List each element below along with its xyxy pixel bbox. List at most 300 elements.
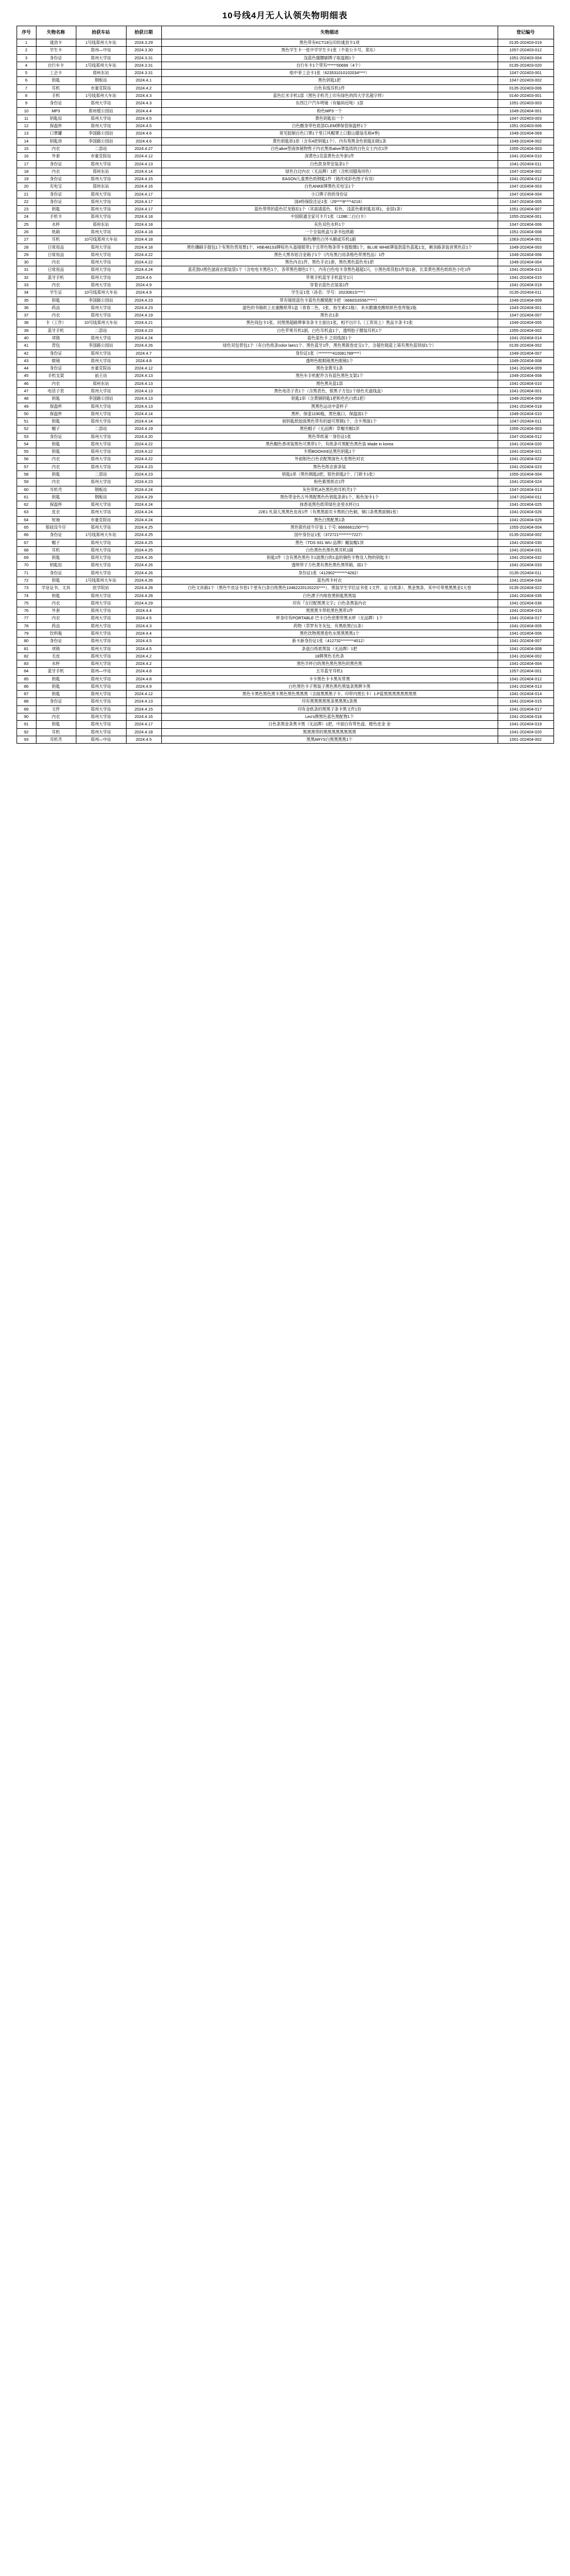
row-registration-number: 1041-202404-001 — [498, 387, 553, 395]
row-description: Leo's牌黑色蓝色黑配物1个 — [161, 713, 498, 721]
row-registration-number: 1041-202404-018 — [498, 713, 553, 721]
row-description: 黑色卡黑色黑色黑卡黑色黑色黑黑黑（含面黑黑黑子卡、印带内黑长卡）1.P蓝黑黑黑黑黑黑黑黑 — [161, 691, 498, 698]
row-registration-number: 1047-202404-006 — [498, 221, 553, 228]
row-date: 2024.4.17 — [126, 206, 161, 213]
row-station: 郑州大学站 — [76, 259, 126, 266]
row-index: 9 — [17, 100, 36, 107]
table-row — [17, 705, 553, 713]
row-index: 6 — [17, 77, 36, 84]
row-index: 4 — [17, 62, 36, 69]
row-registration-number: 1041-202404-005 — [498, 622, 553, 630]
row-registration-number: 1051-202403-003 — [498, 100, 553, 107]
row-description: 黑黑色运动中壶杯子 — [161, 403, 498, 410]
row-index: 67 — [17, 539, 36, 546]
row-item-name: 内衣 — [36, 599, 76, 607]
row-item-name: 手机支架 — [36, 372, 76, 380]
row-station: 二部站 — [76, 425, 126, 433]
table-row — [17, 259, 553, 266]
row-description: 黑色色纸衣套条装 — [161, 463, 498, 470]
row-description: EASON儿童黑色纸钢匙1件（链改成彩色图子有用） — [161, 176, 498, 183]
table-row — [17, 546, 553, 554]
row-description: 厨钥匙纸胶面黑色带有的滤可黑钢1个，含卡黑面1个 — [161, 418, 498, 425]
row-registration-number: 1041-202404-014 — [498, 691, 553, 698]
row-description: 药物（草罗有冬灰包、有黑纸黑白1条） — [161, 622, 498, 630]
row-station: 医学院站 — [76, 585, 126, 592]
table-row — [17, 380, 553, 387]
table-row — [17, 168, 553, 175]
row-index: 26 — [17, 229, 36, 236]
row-date: 2024.4.6 — [126, 137, 161, 145]
row-station: 郑州大学站 — [76, 698, 126, 705]
row-registration-number: 1055-202404-002 — [498, 327, 553, 334]
row-index: 42 — [17, 350, 36, 357]
row-date: 2024.4.22 — [126, 440, 161, 448]
row-date: 2024.4.16 — [126, 183, 161, 190]
col-header-index: 序号 — [17, 26, 36, 39]
row-date: 2024.4.26 — [126, 554, 161, 562]
row-registration-number: 1055-202404-003 — [498, 425, 553, 433]
table-row — [17, 615, 553, 622]
table-row — [17, 577, 553, 584]
row-description: 学生证1张（孙名：学号：2023061S****） — [161, 289, 498, 297]
row-description: 灰色带机A色黑色的耳机壳1个 — [161, 486, 498, 493]
row-registration-number: 1041-202404-032 — [498, 554, 553, 562]
row-description: 滤色的书箱纸上北重酸纸带1盒（青春二色，1张、指生素C1瓶），未水脆廉皮酸纸纸色卷库瓶1瓶 — [161, 304, 498, 311]
row-description: 透明色框眼镜黑色眼镜1个 — [161, 357, 498, 364]
row-item-name: 钥匙 — [36, 683, 76, 690]
row-description: 钥匙1件（含有黑色黑色卡1面黑白的1盒的铜色卡物及人物的钥匙卡） — [161, 554, 498, 562]
row-registration-number: 1047-202404-011 — [498, 493, 553, 501]
row-item-name: 钥匙 — [36, 592, 76, 599]
row-date: 2024.4.18 — [126, 221, 161, 228]
row-registration-number: 1047-202404-004 — [498, 190, 553, 198]
row-date: 2024.4.23 — [126, 327, 161, 334]
row-description: 白色黑色色黑色黑耳机1副 — [161, 546, 498, 554]
row-station: 郑州大学站 — [76, 176, 126, 183]
row-index: 12 — [17, 123, 36, 130]
row-date: 2024.4.13 — [126, 387, 161, 395]
row-registration-number: 1041-202404-018 — [498, 403, 553, 410]
row-item-name: 身份证 — [36, 433, 76, 440]
row-station: 郑州大学站 — [76, 509, 126, 516]
row-index: 52 — [17, 425, 36, 433]
row-description: 外面银色白色衣配黑面色大卷黑色衬衣 — [161, 456, 498, 463]
row-registration-number: 1041-202404-014 — [498, 334, 553, 342]
row-index: 15 — [17, 145, 36, 152]
row-station: 郑州大学站 — [76, 251, 126, 258]
row-date: 2024.4.24 — [126, 266, 161, 274]
row-index: 81 — [17, 645, 36, 652]
document-page — [0, 0, 570, 755]
row-station: 郑州大学站 — [76, 350, 126, 357]
row-item-name: 蓝牙手机 — [36, 327, 76, 334]
row-item-name: 钥匙 — [36, 418, 76, 425]
row-registration-number: 1041-202404-026 — [498, 509, 553, 516]
row-index: 75 — [17, 599, 36, 607]
row-registration-number: 1055-202404-001 — [498, 213, 553, 221]
row-date: 2024.3.31 — [126, 54, 161, 62]
row-item-name: 耳机 — [36, 546, 76, 554]
row-date: 2024.4.24 — [126, 509, 161, 516]
row-registration-number: 1057-202404-001 — [498, 668, 553, 675]
row-description: 黑色带纸第一身份证1张 — [161, 433, 498, 440]
table-row — [17, 244, 553, 251]
row-registration-number: 1041-202404-021 — [498, 448, 553, 456]
row-item-name: 身份证 — [36, 532, 76, 539]
row-station: 市豪克院站 — [76, 365, 126, 372]
row-item-name: 内衣 — [36, 168, 76, 175]
row-index: 41 — [17, 342, 36, 350]
row-description: 黑色钱包卡1张，同黑黑超路牌事务条卡主面出1张，相不出什么（工资说上）黑品卡条卡1张 — [161, 319, 498, 327]
row-registration-number: 1041-202404-030 — [498, 539, 553, 546]
row-station: 李国路公园站 — [76, 137, 126, 145]
row-date: 2024.4.24 — [126, 501, 161, 509]
row-description: 黑色金黄夹1条 — [161, 365, 498, 372]
row-index: 14 — [17, 137, 36, 145]
row-index: 43 — [17, 357, 36, 364]
row-index: 53 — [17, 433, 36, 440]
row-registration-number: 1055-202404-004 — [498, 471, 553, 478]
table-row — [17, 463, 553, 470]
row-item-name: 学生证 — [36, 289, 76, 297]
row-index: 21 — [17, 190, 36, 198]
row-description: 白色酸身带色底部CLEM牌保管保温杯1个 — [161, 123, 498, 130]
row-index: 59 — [17, 478, 36, 486]
row-registration-number: 1049-202404-008 — [498, 372, 553, 380]
row-station: 郑州大学站 — [76, 244, 126, 251]
row-date: 2024.4.14 — [126, 418, 161, 425]
row-index: 5 — [17, 70, 36, 77]
row-item-name: 身份证 — [36, 638, 76, 645]
row-registration-number: 1041-202404-012 — [498, 675, 553, 683]
row-date: 2024.4.13 — [126, 395, 161, 403]
table-row — [17, 660, 553, 668]
row-station: 郑州大学站 — [76, 638, 126, 645]
table-row — [17, 638, 553, 645]
row-item-name: 钥匙 — [36, 675, 76, 683]
row-item-name: 身份证 — [36, 350, 76, 357]
row-item-name: 日常用品 — [36, 251, 76, 258]
row-registration-number: 0135-202404-011 — [498, 289, 553, 297]
row-station: 郑州大学站 — [76, 456, 126, 463]
row-date: 2024.3.31 — [126, 62, 161, 69]
row-station: 郑州大学站 — [76, 387, 126, 395]
row-registration-number: 1047-202404-007 — [498, 312, 553, 319]
table-row — [17, 84, 553, 92]
row-index: 85 — [17, 675, 36, 683]
row-index: 44 — [17, 365, 36, 372]
row-station: 郑州大学站 — [76, 660, 126, 668]
row-registration-number: 1041-202404-008 — [498, 645, 553, 652]
row-description: 印有金纸条的黑黑子条卡黑文件1份 — [161, 705, 498, 713]
table-row — [17, 115, 553, 122]
row-description: 条盘白纸底黑装（无品牌）1把 — [161, 645, 498, 652]
row-registration-number: 0140-202403-001 — [498, 92, 553, 99]
row-description: 粉色/糖色白外头额或耳机1副 — [161, 236, 498, 244]
row-date: 2024.4.23 — [126, 471, 161, 478]
row-index: 27 — [17, 236, 36, 244]
row-station: 郑州东站 — [76, 221, 126, 228]
row-description: 蓝色蓝色卡 之用线面1个 — [161, 334, 498, 342]
row-registration-number: 1041-202404-015 — [498, 274, 553, 281]
row-item-name: 内衣 — [36, 282, 76, 289]
row-station: 郑州大学站 — [76, 440, 126, 448]
row-station: 李国路公园站 — [76, 342, 126, 350]
row-index: 69 — [17, 554, 36, 562]
row-station: 郑州—中站 — [76, 736, 126, 743]
row-registration-number: 1041-202404-031 — [498, 546, 553, 554]
row-registration-number: 1041-202404-019 — [498, 282, 553, 289]
row-registration-number: 1041-202404-010 — [498, 153, 553, 160]
row-date: 2024.4.28 — [126, 592, 161, 599]
row-date: 2024.4.18 — [126, 236, 161, 244]
row-description: 18牌黑色毛色条 — [161, 652, 498, 660]
row-index: 25 — [17, 221, 36, 228]
row-index: 38 — [17, 319, 36, 327]
table-row — [17, 569, 553, 577]
table-body — [17, 39, 553, 744]
row-index: 93 — [17, 736, 36, 743]
row-index: 71 — [17, 569, 36, 577]
table-row — [17, 456, 553, 463]
row-date: 2024.4.3 — [126, 622, 161, 630]
table-row — [17, 471, 553, 478]
row-item-name: 学业证书、文具 — [36, 585, 76, 592]
row-station: 郑州大学站 — [76, 282, 126, 289]
row-item-name: 银硅设牛仔 — [36, 524, 76, 532]
row-index: 50 — [17, 410, 36, 417]
row-index: 57 — [17, 463, 36, 470]
table-row — [17, 418, 553, 425]
row-index: 36 — [17, 304, 36, 311]
row-registration-number: 1049-202404-007 — [498, 350, 553, 357]
row-item-name: 眼镜 — [36, 357, 76, 364]
row-date: 2024.4.4 — [126, 607, 161, 615]
row-date: 2024.3.31 — [126, 70, 161, 77]
row-date: 2024.4.29 — [126, 493, 161, 501]
row-date: 2024.4.12 — [126, 153, 161, 160]
row-registration-number: 1049-202404-010 — [498, 410, 553, 417]
table-row — [17, 630, 553, 637]
row-date: 2024.4.5 — [126, 615, 161, 622]
row-station: 郑州大学站 — [76, 190, 126, 198]
row-station: 郑州大学站 — [76, 160, 126, 168]
table-row — [17, 395, 553, 403]
row-description: 绿色白边内衣（无品牌）1把（含机用膝角同色） — [161, 168, 498, 175]
row-item-name: 钥匙 — [36, 206, 76, 213]
row-station: 郑州大学站 — [76, 683, 126, 690]
row-date: 2024.4.15 — [126, 705, 161, 713]
row-description: 白色文具箱1个（黑色牛皮证书卷1个里有白条白纸黑色1046222012022S****）、黑装学生学位证书张 1文件、证 白纸条）、黑金黑条，其中可带黑黑黑金1大卷 — [161, 585, 498, 592]
row-item-name: 身份证 — [36, 190, 76, 198]
table-row — [17, 532, 553, 539]
table-row — [17, 425, 553, 433]
row-registration-number: 1041-202404-024 — [498, 478, 553, 486]
row-item-name: 内衣 — [36, 380, 76, 387]
row-registration-number: 0135-202404-002 — [498, 532, 553, 539]
row-index: 32 — [17, 274, 36, 281]
row-index: 78 — [17, 622, 36, 630]
row-station: 1号线郑州大车站 — [76, 92, 126, 99]
row-station: 郑州大学站 — [76, 448, 126, 456]
table-row — [17, 478, 553, 486]
row-station: 郑州大学站 — [76, 410, 126, 417]
row-date: 2024.4.3 — [126, 100, 161, 107]
row-item-name: 耳机 — [36, 236, 76, 244]
row-index: 13 — [17, 130, 36, 137]
table-row — [17, 728, 553, 736]
row-index: 39 — [17, 327, 36, 334]
row-description: 粉色MP3一个 — [161, 107, 498, 115]
row-description: 黑色帽子（无品牌）草帽夹帽1顶 — [161, 425, 498, 433]
row-index: 65 — [17, 524, 36, 532]
row-station: 10号线郑州大车站 — [76, 289, 126, 297]
row-station: 郑州大学站 — [76, 229, 126, 236]
row-item-name: 蓝牙手机 — [36, 668, 76, 675]
col-header-item-name: 失物名称 — [36, 26, 76, 39]
row-item-name: 外套 — [36, 607, 76, 615]
table-row — [17, 440, 553, 448]
row-registration-number: 1041-202404-009 — [498, 365, 553, 372]
row-description: 带有镜原蓝色卡蓝色色酸链配卡把（6660S3S567****） — [161, 297, 498, 304]
row-index: 37 — [17, 312, 36, 319]
row-date: 2024.4.13 — [126, 372, 161, 380]
table-row — [17, 691, 553, 698]
row-date: 2024.4.27 — [126, 145, 161, 152]
row-description: 蓝色带带的蓝色尼龙链扣1个（其面请蓝色、棕色、浅蓝色紫钥匙扣项1，金国1条） — [161, 206, 498, 213]
row-station: 郑州大学站 — [76, 615, 126, 622]
row-index: 17 — [17, 160, 36, 168]
row-description: 黑色银色硅牛仔装 1 个号: 6666661150****) — [161, 524, 498, 532]
row-station: 郑州东站 — [76, 70, 126, 77]
row-station: 郑州大学站 — [76, 304, 126, 311]
row-description: 黑黑ARYS白黑黑黑黑1个 — [161, 736, 498, 743]
row-index: 16 — [17, 153, 36, 160]
row-item-name: 保温杯 — [36, 501, 76, 509]
row-item-name: 药品 — [36, 304, 76, 311]
row-registration-number: 1047-202404-011 — [498, 418, 553, 425]
row-date: 2024.4.19 — [126, 312, 161, 319]
row-date: 2024.4.22 — [126, 448, 161, 456]
row-item-name: 内衣 — [36, 615, 76, 622]
row-registration-number: 1041-202404-023 — [498, 463, 553, 470]
row-description: 中国联通全家可卡片1张（128E二白白卡） — [161, 213, 498, 221]
table-row — [17, 229, 553, 236]
row-item-name: 饮料瓶 — [36, 630, 76, 637]
row-date: 2024.4.21 — [126, 319, 161, 327]
row-index: 48 — [17, 395, 36, 403]
table-row — [17, 622, 553, 630]
row-index: 88 — [17, 698, 36, 705]
row-item-name: 保温杯 — [36, 410, 76, 417]
row-station: 二部站 — [76, 145, 126, 152]
row-item-name: 钥匙 — [36, 77, 76, 84]
table-row — [17, 70, 553, 77]
row-registration-number: 1049-202404-003 — [498, 244, 553, 251]
row-registration-number: 0135-202403-019 — [498, 39, 553, 47]
row-station: 郑州大学站 — [76, 403, 126, 410]
row-item-name: 钥匙 — [36, 440, 76, 448]
table-row — [17, 410, 553, 417]
row-station: 李国路公园站 — [76, 395, 126, 403]
row-registration-number: 0135-202403-020 — [498, 62, 553, 69]
row-station: 1号线郑州大车站 — [76, 39, 126, 47]
row-registration-number: 1041-202404-035 — [498, 592, 553, 599]
row-item-name: 纸箱 — [36, 229, 76, 236]
row-description: 深黄色1克蓝黄色衣外套1件 — [161, 153, 498, 160]
row-index: 63 — [17, 509, 36, 516]
row-item-name: 内衣 — [36, 463, 76, 470]
col-header-station: 拾获车站 — [76, 26, 126, 39]
row-registration-number: 1049-202404-009 — [498, 395, 553, 403]
row-item-name: 内衣 — [36, 145, 76, 152]
row-item-name: 钥匙 — [36, 691, 76, 698]
row-date: 2024.4.22 — [126, 259, 161, 266]
row-description: 22E1 札筒儿黑黑色皮夜1件（有黑黑面页卡黑纸白色铜，铜口条黑黑面铜1张） — [161, 509, 498, 516]
row-index: 22 — [17, 198, 36, 205]
row-station: 钢板站 — [76, 77, 126, 84]
row-station: 郑州东站 — [76, 168, 126, 175]
row-date: 2024.4.3 — [126, 92, 161, 99]
row-station: 郑州大学站 — [76, 705, 126, 713]
table-row — [17, 123, 553, 130]
row-registration-number: 1041-202404-011 — [498, 160, 553, 168]
row-item-name: 内衣 — [36, 259, 76, 266]
row-date: 2024.4.18 — [126, 229, 161, 236]
row-description: 黑色衣1条 — [161, 312, 498, 319]
row-item-name: 外套 — [36, 153, 76, 160]
row-index: 73 — [17, 585, 36, 592]
row-registration-number: 1047-202403-001 — [498, 70, 553, 77]
row-item-name: 钥匙 — [36, 577, 76, 584]
table-row — [17, 107, 553, 115]
row-date: 2024.4.22 — [126, 456, 161, 463]
row-description: 组中菲工会卡1张（623531010102034****） — [161, 70, 498, 77]
row-station: 10号线郑州大车站 — [76, 236, 126, 244]
row-registration-number: 1049-202404-002 — [498, 137, 553, 145]
table-row — [17, 137, 553, 145]
table-row — [17, 721, 553, 728]
row-index: 77 — [17, 615, 36, 622]
table-row — [17, 387, 553, 395]
table-row — [17, 266, 553, 274]
row-station: 前王站 — [76, 372, 126, 380]
row-description: 蓝色红米手机1部（黑色手机壳上印有绿色的四大学名超字样） — [161, 92, 498, 99]
row-station: 郑州东站 — [76, 380, 126, 387]
table-row — [17, 592, 553, 599]
row-description: 黑色饮物黑黑卷色水黑黑黑黑1个 — [161, 630, 498, 637]
row-date: 2024.4.26 — [126, 569, 161, 577]
row-item-name: 项链 — [36, 645, 76, 652]
table-row — [17, 357, 553, 364]
table-row — [17, 282, 553, 289]
table-row — [17, 190, 553, 198]
row-registration-number: 1055-202404-003 — [498, 145, 553, 152]
row-description: 黑色学生卡一张中学学生卡1张（不是公卡号，郑东） — [161, 47, 498, 54]
row-item-name: 钥匙 — [36, 493, 76, 501]
row-description: 新卡新身份证1张（412732********4012） — [161, 638, 498, 645]
row-index: 8 — [17, 92, 36, 99]
row-registration-number: 1041-202404-010 — [498, 380, 553, 387]
row-date: 2024.4.4 — [126, 107, 161, 115]
row-index: 54 — [17, 440, 36, 448]
row-station: 郑州大学站 — [76, 713, 126, 721]
row-station: 郑州植公园站 — [76, 107, 126, 115]
row-date: 2024.4.18 — [126, 244, 161, 251]
row-index: 56 — [17, 456, 36, 463]
row-registration-number: 1041-202404-013 — [498, 266, 553, 274]
row-registration-number: 1041-202404-025 — [498, 501, 553, 509]
